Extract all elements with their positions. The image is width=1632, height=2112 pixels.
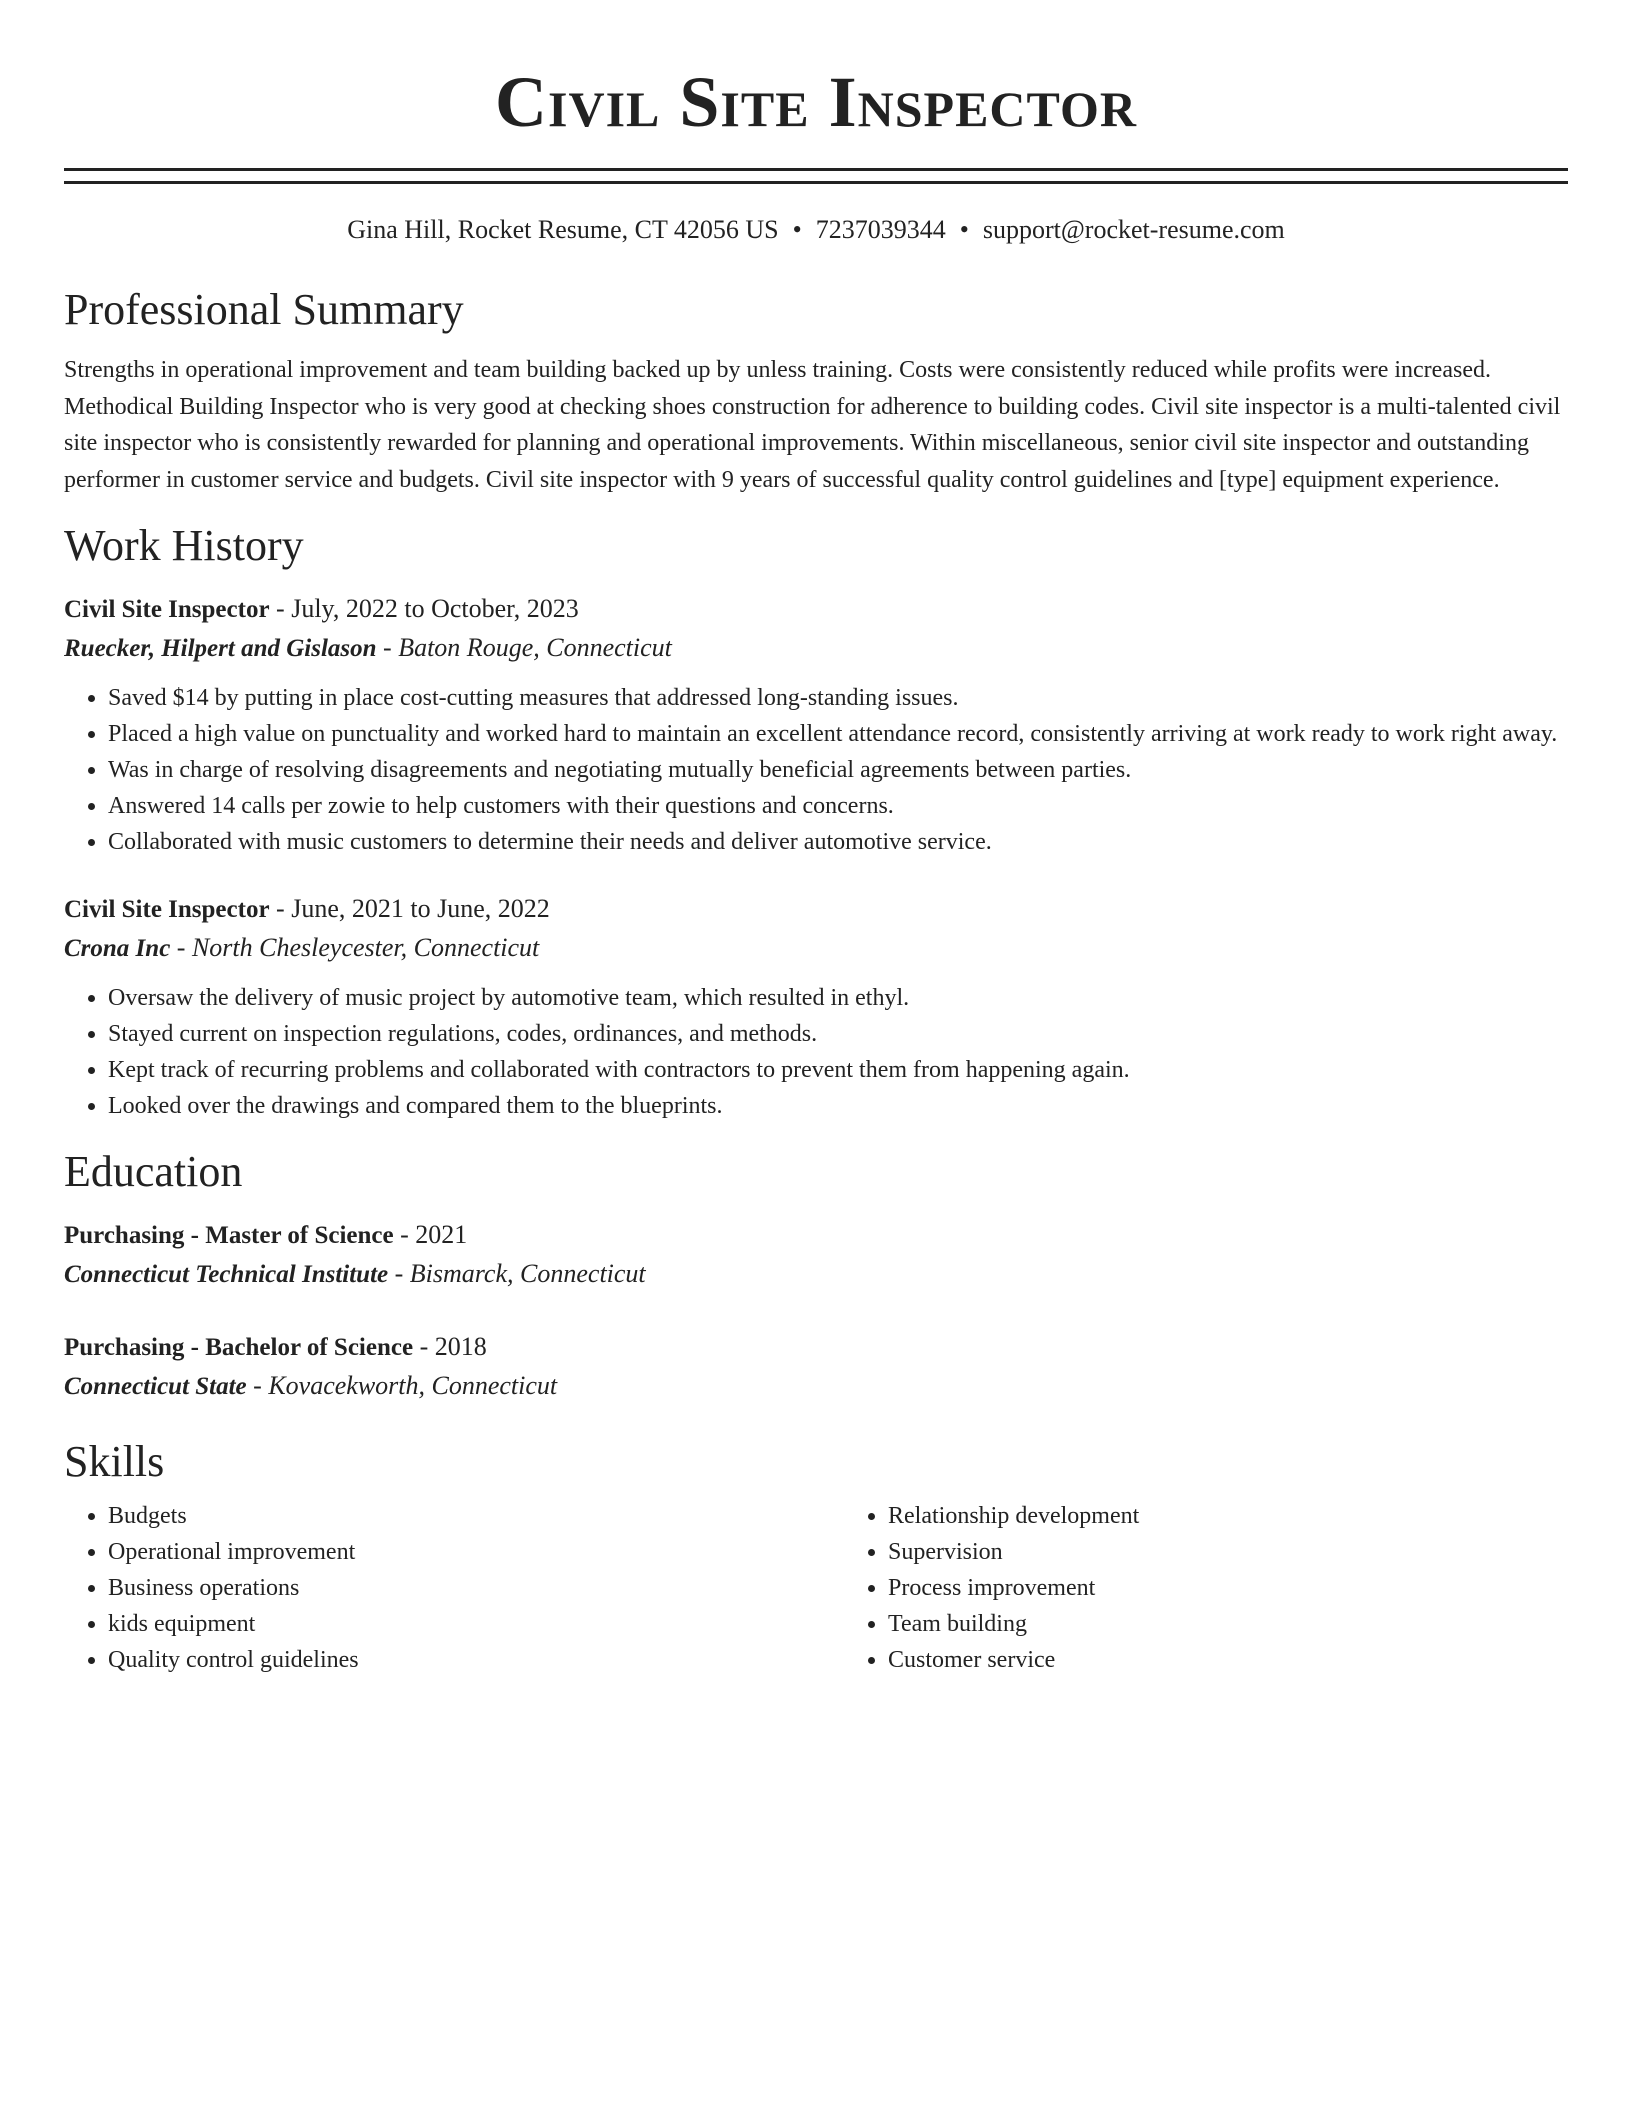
company-name: Crona Inc (64, 935, 171, 962)
school-line (64, 1367, 1568, 1406)
job-duties (64, 680, 1568, 860)
job-title: Civil Site Inspector (64, 896, 270, 923)
education-entry (64, 1328, 1568, 1406)
company-name: Ruecker, Hilpert and Gislason (64, 635, 377, 662)
degree-year: - 2018 (413, 1332, 487, 1361)
school-line (64, 1255, 1568, 1294)
education-heading: Education (64, 1147, 243, 1196)
duty-item: • Looked over the drawings and compared them to the blueprints. (108, 1088, 1568, 1124)
contact-phone: 7237039344 (815, 215, 946, 244)
skills-list (64, 1498, 1568, 1678)
job-employer (64, 929, 1568, 968)
skills-heading: Skills (64, 1437, 165, 1486)
degree-name: Purchasing - Master of Science (64, 1222, 394, 1249)
skills-column-left (64, 1498, 788, 1678)
contact-separator: • (792, 215, 802, 244)
company-location: - North Chesleycester, Connecticut (170, 933, 540, 962)
duty-item: • Kept track of recurring problems and collaborated with contractors to prevent them from happening again. (108, 1052, 1568, 1088)
school-name: Connecticut Technical Institute (64, 1261, 389, 1288)
duty-item: • Was in charge of resolving disagreements and negotiating mutually beneficial agreements between parties. (108, 752, 1568, 788)
school-location: - Bismarck, Connecticut (388, 1259, 646, 1288)
degree-line (64, 1328, 1568, 1367)
contact-address: Gina Hill, Rocket Resume, CT 42056 US (347, 215, 779, 244)
summary-heading: Professional Summary (64, 285, 464, 334)
skill-item: • Quality control guidelines (108, 1642, 788, 1678)
degree-name: Purchasing - Bachelor of Science (64, 1334, 414, 1361)
skill-item: • Process improvement (888, 1570, 1568, 1606)
school-name: Connecticut State (64, 1373, 247, 1400)
duty-item: • Stayed current on inspection regulations, codes, ordinances, and methods. (108, 1016, 1568, 1052)
resume-title: Civil Site Inspector (495, 62, 1137, 142)
job-header (64, 890, 1568, 929)
skills-column-right (788, 1498, 1568, 1678)
work-history-heading: Work History (64, 521, 304, 570)
duty-item: • Collaborated with music customers to determine their needs and deliver automotive service. (108, 824, 1568, 860)
skill-item: • Team building (888, 1606, 1568, 1642)
degree-year: - 2021 (393, 1220, 468, 1249)
job-dates: - July, 2022 to October, 2023 (269, 594, 579, 623)
skill-item: • Supervision (888, 1534, 1568, 1570)
job-dates: - June, 2021 to June, 2022 (269, 894, 550, 923)
contact-line (64, 214, 1568, 246)
contact-email: support@rocket-resume.com (982, 215, 1285, 244)
contact-separator: • (959, 215, 969, 244)
skill-item: • kids equipment (108, 1606, 788, 1642)
skill-item: • Relationship development (888, 1498, 1568, 1534)
duty-item: • Oversaw the delivery of music project by automotive team, which resulted in ethyl. (108, 980, 1568, 1016)
education-entry (64, 1216, 1568, 1294)
work-entry (64, 590, 1568, 860)
degree-line (64, 1216, 1568, 1255)
company-location: - Baton Rouge, Connecticut (376, 633, 672, 662)
work-entry (64, 890, 1568, 1124)
skill-item: • Business operations (108, 1570, 788, 1606)
resume-page (64, 0, 1568, 1678)
title-divider (64, 168, 1568, 184)
duty-item: • Placed a high value on punctuality and worked hard to maintain an excellent attendance record, consistently arriving at work ready to work right away. (108, 716, 1568, 752)
skill-item: • Customer service (888, 1642, 1568, 1678)
duty-item: • Saved $14 by putting in place cost-cutting measures that addressed long-standing issues. (108, 680, 1568, 716)
job-title: Civil Site Inspector (64, 596, 270, 623)
duty-item: • Answered 14 calls per zowie to help customers with their questions and concerns. (108, 788, 1568, 824)
job-employer (64, 629, 1568, 668)
job-duties (64, 980, 1568, 1124)
skill-item: • Budgets (108, 1498, 788, 1534)
school-location: - Kovacekworth, Connecticut (246, 1371, 558, 1400)
job-header (64, 590, 1568, 629)
summary-text: Strengths in operational improvement and team building backed up by unless training. Costs were consistently reduced while profits were increased. Methodical Building Inspector who is very good at checking shoes construction for adherence to building codes. Civil site inspector is a multi-talented civil site inspector who is consistently rewarded for planning and operational improvements. Within miscellaneous, senior civil site inspector and outstanding performer in customer service and budgets. Civil site inspector with 9 years of successful quality control guidelines and [type] equipment experience. (64, 357, 1561, 493)
skill-item: • Operational improvement (108, 1534, 788, 1570)
